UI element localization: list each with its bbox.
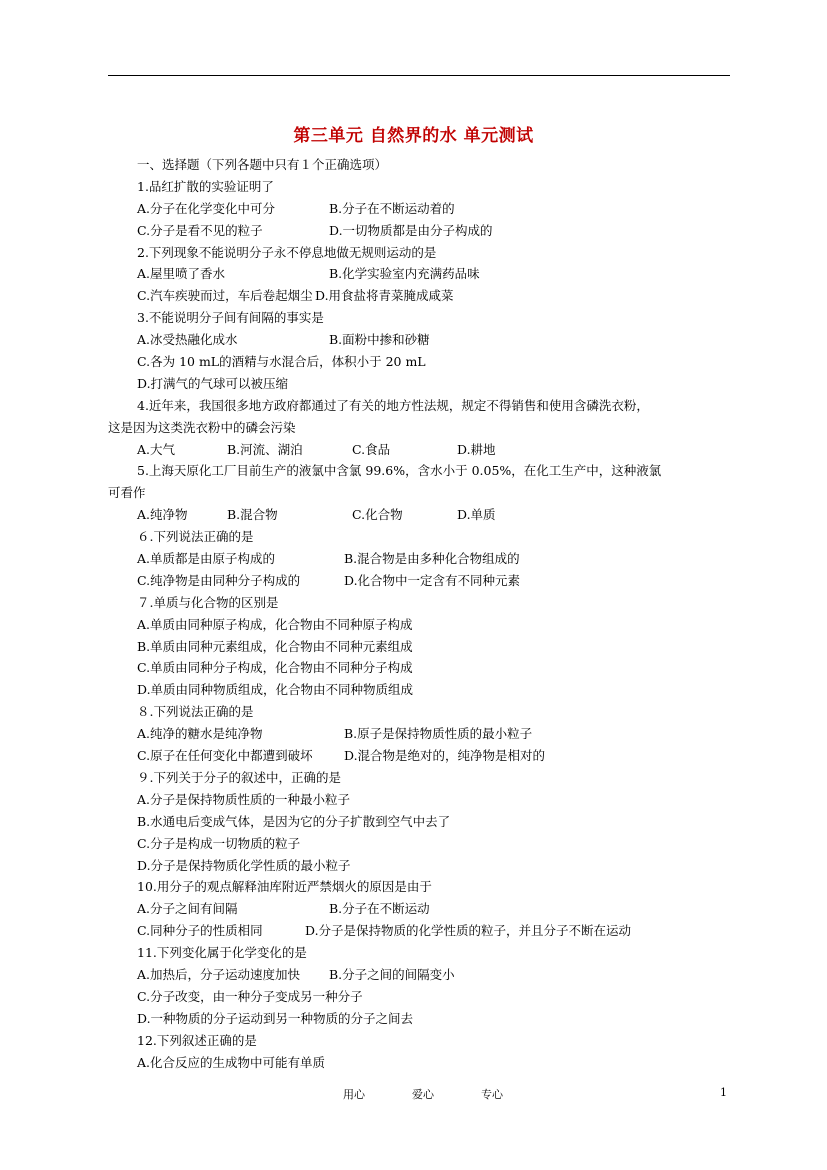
answer-option: B.混合物是由多种化合物组成的: [344, 551, 520, 567]
option-row: [137, 723, 733, 745]
question-item: [137, 767, 733, 876]
answer-option: D.单质: [457, 507, 496, 523]
question-item: [108, 395, 733, 461]
question-stem: 11.下列变化属于化学变化的是: [137, 945, 307, 961]
question-stem: 10.用分子的观点解释油库附近严禁烟火的原因是由于: [137, 879, 432, 895]
answer-option: D.一种物质的分子运动到另一种物质的分子之间去: [137, 1010, 414, 1026]
answer-option: B.单质由同种元素组成，化合物由不同种元素组成: [137, 638, 413, 654]
option-row: [137, 351, 733, 373]
option-row: [137, 833, 733, 855]
question-item: [137, 942, 733, 1030]
answer-option: C.各为 10 mL的酒精与水混合后，体积小于 20 mL: [137, 354, 426, 370]
option-row: [137, 329, 733, 351]
answer-option: D.单质由同种物质组成，化合物由不同种物质组成: [137, 682, 414, 698]
answer-option: C.同种分子的性质相同: [137, 923, 263, 939]
answer-option: B.水通电后变成气体，是因为它的分子扩散到空气中去了: [137, 813, 451, 829]
option-row: [137, 570, 733, 592]
option-row: [137, 920, 733, 942]
question-item: [137, 526, 733, 592]
answer-option: A.单质都是由原子构成的: [137, 551, 276, 567]
option-row: [137, 504, 733, 526]
answer-option: D.化合物中一定含有不同种元素: [344, 572, 521, 588]
page-number: 1: [720, 1086, 727, 1099]
question-item: [137, 592, 733, 701]
answer-option: D.分子是保持物质化学性质的最小粒子: [137, 857, 351, 873]
question-stem: 1.品红扩散的实验证明了: [137, 178, 274, 194]
answer-option: A.纯净的糖水是纯净物: [137, 726, 263, 742]
question-stem: ７.单质与化合物的区别是: [137, 594, 279, 610]
option-row: [137, 548, 733, 570]
option-row: [137, 679, 733, 701]
answer-option: D.打满气的气球可以被压缩: [137, 375, 289, 391]
footer-motto: 用心 爱心 专心: [343, 1088, 503, 1101]
page-title: 第三单元 自然界的水 单元测试: [293, 126, 534, 146]
question-item: [108, 460, 733, 526]
option-row: [137, 789, 733, 811]
answer-option: A.冰受热融化成水: [137, 332, 238, 348]
header-rule: [108, 75, 730, 76]
answer-option: A.大气: [137, 441, 176, 457]
answer-option: C.汽车疾驶而过，车后卷起烟尘: [137, 288, 313, 304]
option-row: [137, 198, 733, 220]
answer-option: C.分子是看不见的粒子: [137, 222, 263, 238]
answer-option: B.分子之间的间隔变小: [329, 966, 455, 982]
document-body: [108, 154, 733, 1073]
option-row: [137, 811, 733, 833]
answer-option: A.分子是保持物质性质的一种最小粒子: [137, 791, 351, 807]
section-heading: 一、选择题（下列各题中只有１个正确选项）: [137, 157, 388, 172]
option-row: [137, 263, 733, 285]
question-item: [137, 242, 733, 308]
option-row: [137, 1008, 733, 1030]
question-item: [137, 1030, 733, 1074]
option-row: [137, 657, 733, 679]
answer-option: B.面粉中掺和砂糖: [329, 332, 430, 348]
answer-option: B.混合物: [227, 507, 278, 523]
option-row: [137, 855, 733, 877]
answer-option: A.分子之间有间隔: [137, 901, 238, 917]
question-stem: 5.上海天原化工厂目前生产的液氯中含氯 99.6%，含水小于 0.05%，在化工生产中，这种液氯: [137, 463, 662, 479]
option-row: [137, 1052, 733, 1074]
question-stem-continued: 这是因为这类洗衣粉中的磷会污染: [108, 419, 296, 435]
answer-option: C.食品: [352, 441, 391, 457]
answer-option: B.河流、湖泊: [227, 441, 303, 457]
question-item: [137, 876, 733, 942]
option-row: [137, 964, 733, 986]
option-row: [137, 636, 733, 658]
question-stem: 12.下列叙述正确的是: [137, 1032, 257, 1048]
option-row: [137, 373, 733, 395]
question-list: [108, 176, 733, 1074]
answer-option: A.化合反应的生成物中可能有单质: [137, 1054, 326, 1070]
answer-option: C.纯净物是由同种分子构成的: [137, 572, 301, 588]
answer-option: C.化合物: [352, 507, 403, 523]
answer-option: D.一切物质都是由分子构成的: [329, 222, 493, 238]
answer-option: C.分子是构成一切物质的粒子: [137, 835, 301, 851]
option-row: [137, 220, 733, 242]
option-row: [137, 745, 733, 767]
answer-option: B.分子在不断运动: [329, 901, 430, 917]
question-stem: ８.下列说法正确的是: [137, 704, 254, 720]
option-row: [137, 614, 733, 636]
answer-option: D.混合物是绝对的，纯净物是相对的: [344, 748, 546, 764]
answer-option: A.分子在化学变化中可分: [137, 200, 276, 216]
answer-option: D.耕地: [457, 441, 496, 457]
question-stem: 4.近年来，我国很多地方政府都通过了有关的地方性法规，规定不得销售和使用含磷洗衣粉，: [137, 397, 649, 413]
question-stem: ６.下列说法正确的是: [137, 529, 254, 545]
answer-option: B.原子是保持物质性质的最小粒子: [344, 726, 533, 742]
answer-option: A.单质由同种原子构成，化合物由不同种原子构成: [137, 616, 413, 632]
answer-option: B.化学实验室内充满药品味: [329, 266, 480, 282]
option-row: [137, 285, 733, 307]
question-stem: 3.不能说明分子间有间隔的事实是: [137, 310, 324, 326]
answer-option: C.原子在任何变化中都遭到破坏: [137, 748, 313, 764]
answer-option: C.单质由同种分子构成，化合物由不同种分子构成: [137, 660, 413, 676]
answer-option: B.分子在不断运动着的: [329, 200, 455, 216]
question-item: [137, 307, 733, 395]
answer-option: D.分子是保持物质的化学性质的粒子，并且分子不断在运动: [305, 923, 632, 939]
option-row: [137, 898, 733, 920]
answer-option: A.屋里喷了香水: [137, 266, 226, 282]
question-item: [137, 701, 733, 767]
answer-option: A.加热后，分子运动速度加快: [137, 966, 301, 982]
option-row: [137, 439, 733, 461]
answer-option: D.用食盐将青菜腌成咸菜: [315, 288, 454, 304]
question-stem-continued: 可看作: [108, 485, 146, 501]
question-stem: 2.下列现象不能说明分子永不停息地做无规则运动的是: [137, 244, 437, 260]
question-item: [137, 176, 733, 242]
option-row: [137, 986, 733, 1008]
answer-option: A.纯净物: [137, 507, 188, 523]
question-stem: ９.下列关于分子的叙述中，正确的是: [137, 769, 341, 785]
answer-option: C.分子改变，由一种分子变成另一种分子: [137, 988, 363, 1004]
